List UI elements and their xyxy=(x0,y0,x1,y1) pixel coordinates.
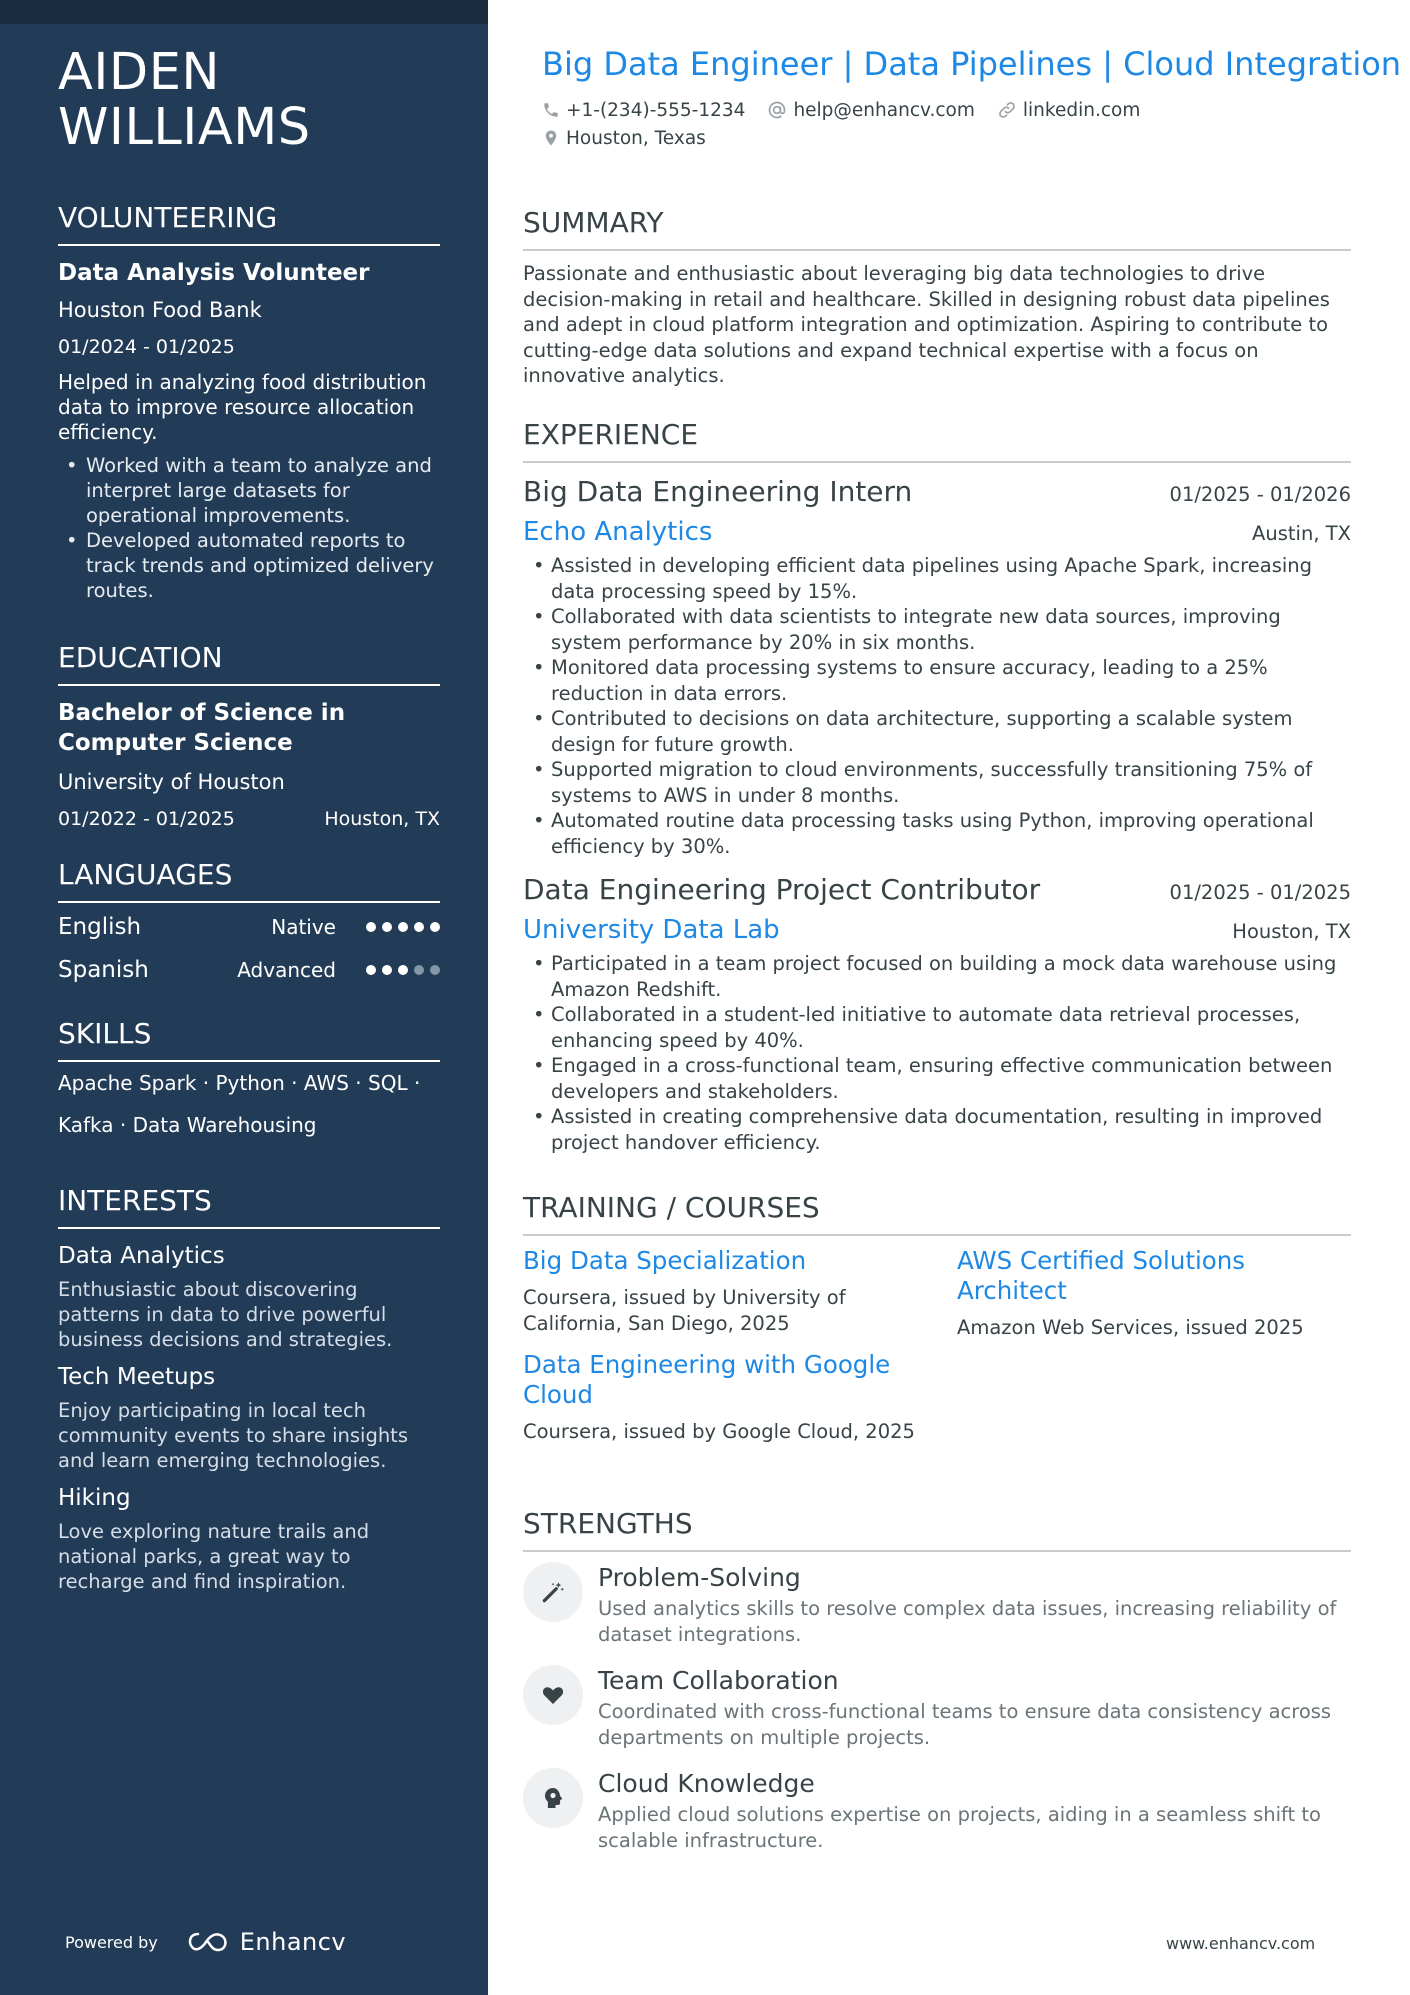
strength-entry xyxy=(523,1562,1351,1647)
education-location: Houston, TX xyxy=(324,808,440,830)
volunteer-description: Helped in analyzing food distribution data to improve resource allocation efficiency. xyxy=(58,370,427,444)
course-desc: Coursera, issued by University of California, San Diego, 2025 xyxy=(523,1286,846,1335)
job-title: Data Engineering Project Contributor xyxy=(523,873,1041,906)
strength-title: Team Collaboration xyxy=(598,1666,839,1695)
job-bullets xyxy=(523,553,1351,859)
languages-section xyxy=(58,858,440,991)
sidebar xyxy=(0,0,488,1995)
sidebar-content xyxy=(58,45,440,1594)
volunteer-bullet: • Developed automated reports to track trends and optimized delivery routes. xyxy=(58,528,440,603)
language-name: English xyxy=(58,913,142,940)
location-text: Houston, Texas xyxy=(566,127,706,149)
job-header xyxy=(523,473,1351,511)
interest-desc: Enjoy participating in local tech community events to share insights and learn emerging technologies. xyxy=(58,1399,408,1472)
strength-entry xyxy=(523,1665,1351,1750)
training-section xyxy=(523,1191,1351,1445)
education-degree: Bachelor of Science in Computer Science xyxy=(58,700,346,756)
headline: Big Data Engineer | Data Pipelines | Cloud Integration xyxy=(542,45,1402,83)
strength-desc: Applied cloud solutions expertise on projects, aiding in a seamless shift to scalable infrastructure. xyxy=(598,1803,1321,1852)
enhancv-logo-icon xyxy=(186,1930,232,1954)
head-brain-icon xyxy=(523,1768,583,1828)
volunteering-section xyxy=(58,201,440,603)
job-bullet: • Participated in a team project focused on building a mock data warehouse using Amazon Redshift. xyxy=(523,951,1351,1002)
education-meta xyxy=(58,806,440,832)
strength-title: Problem-Solving xyxy=(598,1563,801,1592)
phone-icon xyxy=(542,101,560,119)
phone-text: +1-(234)-555-1234 xyxy=(566,99,746,121)
volunteer-bullets xyxy=(58,453,440,603)
rating-dot-filled xyxy=(382,965,392,975)
job-bullet: • Assisted in creating comprehensive data documentation, resulting in improved project handover efficiency. xyxy=(523,1104,1351,1155)
strength-body xyxy=(598,1768,1351,1853)
language-rating xyxy=(366,965,440,975)
skills-section xyxy=(58,1017,440,1146)
education-heading: EDUCATION xyxy=(58,641,440,686)
job-bullet: • Engaged in a cross-functional team, ensuring effective communication between developers and stakeholders. xyxy=(523,1053,1351,1104)
job-bullet: • Collaborated in a student-led initiative to automate data retrieval processes, enhancing speed by 40%. xyxy=(523,1002,1351,1053)
experience-heading: EXPERIENCE xyxy=(523,418,1351,463)
rating-dot-filled xyxy=(382,922,392,932)
job-header xyxy=(523,871,1351,909)
summary-heading: SUMMARY xyxy=(523,206,1351,251)
rating-dot-filled xyxy=(398,965,408,975)
job-bullet: • Assisted in developing efficient data pipelines using Apache Spark, increasing data processing speed by 15%. xyxy=(523,553,1351,604)
contact-row xyxy=(542,124,1342,152)
job-title: Big Data Engineering Intern xyxy=(523,475,913,508)
volunteer-dates: 01/2024 - 01/2025 xyxy=(58,336,235,358)
contact-location xyxy=(542,128,706,149)
job-location: Houston, TX xyxy=(1232,920,1351,943)
magic-wand-icon xyxy=(523,1562,583,1622)
interest-title: Data Analytics xyxy=(58,1243,225,1269)
course-entry xyxy=(957,1246,1351,1341)
strength-title: Cloud Knowledge xyxy=(598,1769,815,1798)
name-last: WILLIAMS xyxy=(58,98,311,157)
linkedin-text: linkedin.com xyxy=(1022,99,1141,121)
skills-heading: SKILLS xyxy=(58,1017,440,1062)
job-subheader xyxy=(523,515,1351,549)
job-dates: 01/2025 - 01/2025 xyxy=(1169,881,1351,904)
email-text: help@enhancv.com xyxy=(793,99,975,121)
language-rating xyxy=(366,922,440,932)
summary-text: Passionate and enthusiastic about leveraging big data technologies to drive decision-making in retail and healthcare. Skilled in designing robust data pipelines and adept in cloud platform integration and optimization. Aspiring to contribute to cutting-edge data solutions and expand technical expertise with a focus on innovative analytics. xyxy=(523,262,1330,387)
location-pin-icon xyxy=(542,128,560,148)
job-entry xyxy=(523,871,1351,1155)
powered-by xyxy=(65,1928,346,1956)
contact-info xyxy=(542,96,1342,152)
volunteer-bullet: • Worked with a team to analyze and interpret large datasets for operational improvements. xyxy=(58,453,440,528)
strength-desc: Coordinated with cross-functional teams to ensure data consistency across departments on multiple projects. xyxy=(598,1700,1332,1749)
at-icon xyxy=(767,100,787,120)
rating-dot-filled xyxy=(414,922,424,932)
job-bullet: • Supported migration to cloud environments, successfully transitioning 75% of systems to AWS in under 8 months. xyxy=(523,757,1351,808)
language-row xyxy=(58,905,440,948)
enhancv-logo[interactable] xyxy=(186,1928,346,1956)
training-heading: TRAINING / COURSES xyxy=(523,1191,1351,1236)
contact-email[interactable] xyxy=(767,100,974,121)
link-icon xyxy=(997,100,1017,120)
strength-body xyxy=(598,1665,1351,1750)
strength-desc: Used analytics skills to resolve complex data issues, increasing reliability of dataset integrations. xyxy=(598,1597,1337,1646)
language-level: Advanced xyxy=(237,957,336,982)
strength-entry xyxy=(523,1768,1351,1853)
course-entry xyxy=(523,1246,917,1336)
skills-list xyxy=(58,1062,440,1146)
interest-desc: Love exploring nature trails and national parks, a great way to recharge and find inspiration. xyxy=(58,1520,370,1593)
rating-dot-filled xyxy=(366,922,376,932)
course-entry xyxy=(523,1350,917,1445)
interest-title: Tech Meetups xyxy=(58,1364,216,1390)
job-bullet: • Collaborated with data scientists to integrate new data sources, improving system performance by 20% in six months. xyxy=(523,604,1351,655)
strengths-heading: STRENGTHS xyxy=(523,1507,1351,1552)
course-title: Data Engineering with Google Cloud xyxy=(523,1350,891,1409)
job-dates: 01/2025 - 01/2026 xyxy=(1169,483,1351,506)
name-first: AIDEN xyxy=(58,43,221,102)
contact-row xyxy=(542,96,1342,124)
training-grid xyxy=(523,1246,1351,1445)
language-name: Spanish xyxy=(58,956,149,983)
candidate-name xyxy=(58,45,440,155)
job-company: University Data Lab xyxy=(523,915,780,945)
volunteer-role: Data Analysis Volunteer xyxy=(58,260,370,286)
interests-section xyxy=(58,1184,440,1594)
interest-title: Hiking xyxy=(58,1485,131,1511)
volunteering-heading: VOLUNTEERING xyxy=(58,201,440,246)
rating-dot-empty xyxy=(414,965,424,975)
contact-phone[interactable] xyxy=(542,100,745,121)
job-bullets xyxy=(523,951,1351,1155)
rating-dot-filled xyxy=(366,965,376,975)
interest-desc: Enthusiastic about discovering patterns in data to drive powerful business decisions and strategies. xyxy=(58,1278,393,1351)
job-subheader xyxy=(523,913,1351,947)
course-desc: Amazon Web Services, issued 2025 xyxy=(957,1316,1304,1339)
education-dates: 01/2022 - 01/2025 xyxy=(58,808,235,830)
skills-line: Apache Spark · Python · AWS · SQL · xyxy=(58,1071,421,1095)
rating-dot-filled xyxy=(398,922,408,932)
rating-dot-filled xyxy=(430,922,440,932)
training-column xyxy=(523,1246,917,1445)
course-title: AWS Certified Solutions Architect xyxy=(957,1246,1246,1305)
language-level: Native xyxy=(271,914,336,939)
strength-body xyxy=(598,1562,1351,1647)
skills-line: Kafka · Data Warehousing xyxy=(58,1113,317,1137)
volunteer-org: Houston Food Bank xyxy=(58,298,262,322)
strengths-section xyxy=(523,1507,1351,1853)
job-bullet: • Contributed to decisions on data architecture, supporting a scalable system design for future growth. xyxy=(523,706,1351,757)
footer-url[interactable]: www.enhancv.com xyxy=(1166,1934,1316,1953)
education-section xyxy=(58,641,440,832)
experience-section xyxy=(523,418,1351,1155)
education-school: University of Houston xyxy=(58,770,285,794)
heart-icon xyxy=(523,1665,583,1725)
rating-dot-empty xyxy=(430,965,440,975)
course-desc: Coursera, issued by Google Cloud, 2025 xyxy=(523,1420,915,1443)
language-row xyxy=(58,948,440,991)
job-entry xyxy=(523,473,1351,859)
summary-section xyxy=(523,206,1351,389)
languages-heading: LANGUAGES xyxy=(58,858,440,903)
job-bullet: • Monitored data processing systems to ensure accuracy, leading to a 25% reduction in data errors. xyxy=(523,655,1351,706)
job-location: Austin, TX xyxy=(1252,522,1351,545)
job-company: Echo Analytics xyxy=(523,517,713,547)
interests-heading: INTERESTS xyxy=(58,1184,440,1229)
job-bullet: • Automated routine data processing tasks using Python, improving operational efficiency by 30%. xyxy=(523,808,1351,859)
sidebar-top-bar xyxy=(0,0,488,24)
contact-linkedin[interactable] xyxy=(997,100,1140,121)
powered-by-label: Powered by xyxy=(65,1932,158,1952)
course-title: Big Data Specialization xyxy=(523,1246,807,1275)
enhancv-wordmark: Enhancv xyxy=(239,1928,347,1956)
training-column xyxy=(957,1246,1351,1445)
